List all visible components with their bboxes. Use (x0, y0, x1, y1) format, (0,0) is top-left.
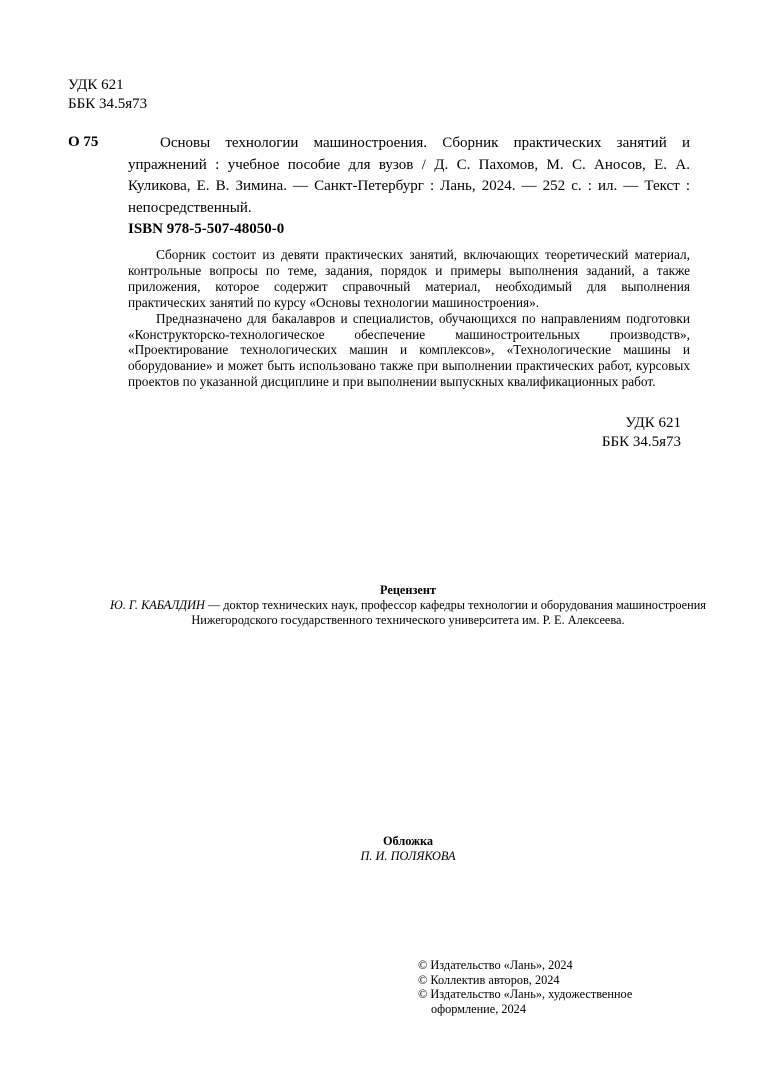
copyright-line-design: © Издательство «Лань», художественное (418, 987, 633, 1001)
copyright-line-authors: © Коллектив авторов, 2024 (418, 972, 560, 987)
classification-footer (602, 414, 681, 451)
annotation (128, 247, 690, 390)
udk-code: УДК 621 (68, 77, 124, 93)
reviewer-description: — доктор технических наук, профессор кафедры технологии и оборудования машиностроения Нижегородского государственного технического университета им. Р. Е. Алексеева. (191, 598, 706, 627)
bbk-code: ББК 34.5я73 (68, 96, 148, 112)
copyright-line-design-cont: оформление, 2024 (431, 1001, 526, 1016)
classification-header (68, 76, 147, 114)
reviewer-name: Ю. Г. КАБАЛДИН (110, 598, 205, 612)
reviewer-section (68, 583, 748, 628)
cover-title: Обложка (382, 834, 434, 848)
bibliographic-description: Основы технологии машиностроения. Сборник практических занятий и упражнений : учебное пособие для вузов / Д. С. Пахомов, М. С. Аносов, Е. А. Куликова, Е. В. Зимина. — Санкт-Петербург : Лань, 2024. — 252 с. : ил. — Текст : непосредственный. (128, 135, 690, 216)
bbk-code-right: ББК 34.5я73 (601, 433, 681, 450)
udk-code-right: УДК 621 (625, 415, 681, 431)
isbn: ISBN 978-5-507-48050-0 (128, 221, 285, 237)
author-mark: О 75 (68, 134, 99, 150)
cover-designer: П. И. ПОЛЯКОВА (360, 849, 456, 863)
annotation-paragraph-2: Предназначено для бакалавров и специалистов, обучающихся по направлениям подготовки «Конструкторско-технологическое обеспечение машиностроительных производств», «Проектирование технологических машин и комплексов», «Технологические машины и оборудование» и может быть использовано также при выполнении практических работ, курсовых проектов по указанной дисциплине и при выполнении выпускных квалификационных работ. (128, 310, 690, 390)
reviewer-text (68, 598, 748, 628)
copyright-notice (418, 958, 718, 1016)
cover-section (68, 834, 748, 864)
annotation-paragraph-1: Сборник состоит из девяти практических занятий, включающих теоретический материал, контрольные вопросы по теме, задания, порядок и примеры выполнения заданий, а также приложения, которое содержит справочный материал, необходимый для выполнения практических занятий по курсу «Основы технологии машиностроения». (128, 247, 690, 310)
reviewer-title: Рецензент (380, 583, 436, 597)
copyright-line-publisher: © Издательство «Лань», 2024 (418, 958, 573, 972)
